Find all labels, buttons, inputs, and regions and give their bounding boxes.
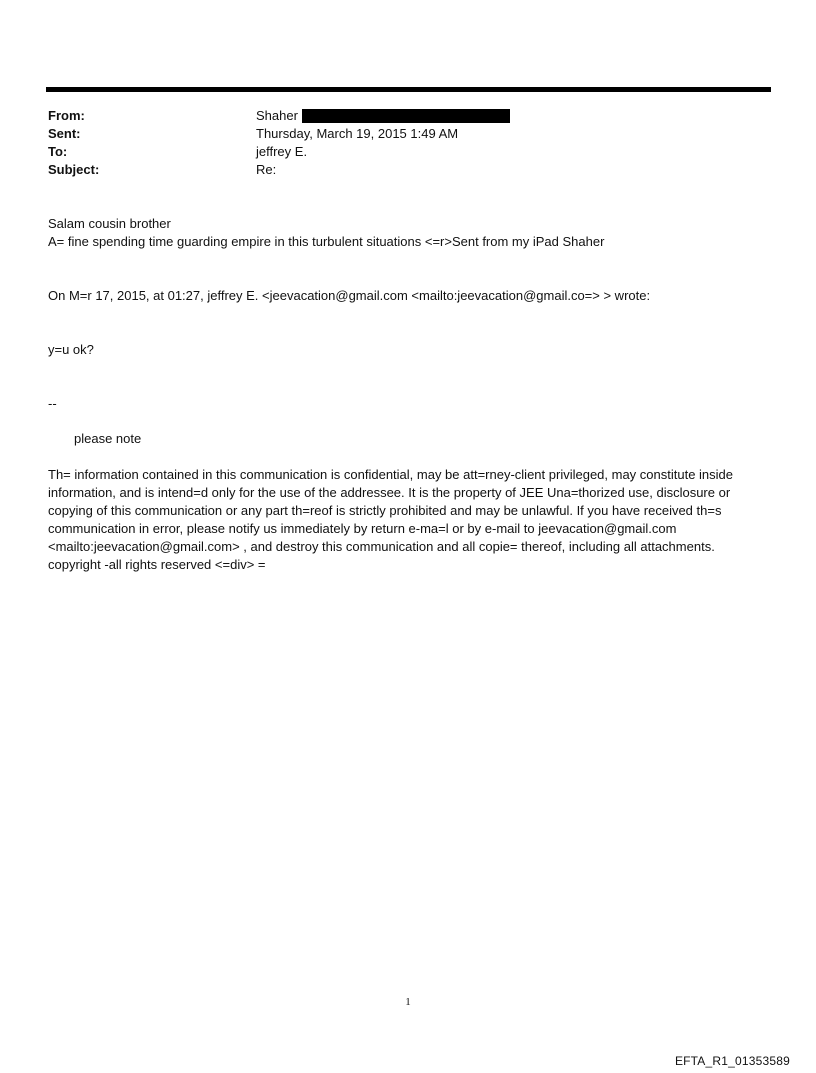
email-header [48, 107, 748, 179]
bates-number: EFTA_R1_01353589 [674, 1054, 790, 1068]
to-row [48, 143, 748, 161]
please-note: please note [74, 431, 142, 446]
to-value: jeffrey E. [256, 144, 308, 159]
sent-value: Thursday, March 19, 2015 1:49 AM [256, 126, 459, 141]
sent-row [48, 125, 748, 143]
signature-separator: -- [48, 396, 57, 411]
quoted-question: y=u ok? [48, 342, 94, 357]
message-greeting: Salam cousin brother [48, 216, 171, 231]
subject-row [48, 161, 748, 179]
sent-label: Sent: [48, 126, 81, 141]
confidentiality-disclaimer: Th= information contained in this communication is confidential, may be att=rney-client privileged, may constitute inside information, and is intend=d only for the use of the addressee. It is the property of JEE Una=thorized use, disclosure or copying of this communication or any part th=reof is strictly prohibited and may be unlawful. If you have received th=s communication in error, please notify us immediately by return e-ma=l or by e-mail to jeevacation@gmail.com <mailto:jeevacation@gmail.com> , and destroy this communication and all copie= thereof, including all attachments. copyright -all rights reserved <=div> = [48, 467, 734, 572]
sender-name: Shaher [256, 108, 298, 123]
header-divider-rule [46, 87, 771, 92]
from-row [48, 107, 748, 125]
subject-label: Subject: [48, 162, 100, 177]
page-number: 1 [405, 996, 411, 1008]
redaction-box [302, 109, 510, 123]
subject-value: Re: [256, 162, 277, 177]
to-label: To: [48, 144, 68, 159]
quote-header: On M=r 17, 2015, at 01:27, jeffrey E. <jeevacation@gmail.com <mailto:jeevacation@gmail.co=> > wrote: [48, 288, 651, 303]
message-line: A= fine spending time guarding empire in this turbulent situations <=r>Sent from my iPad Shaher [48, 234, 605, 249]
from-label: From: [48, 108, 85, 123]
from-value [256, 107, 510, 125]
